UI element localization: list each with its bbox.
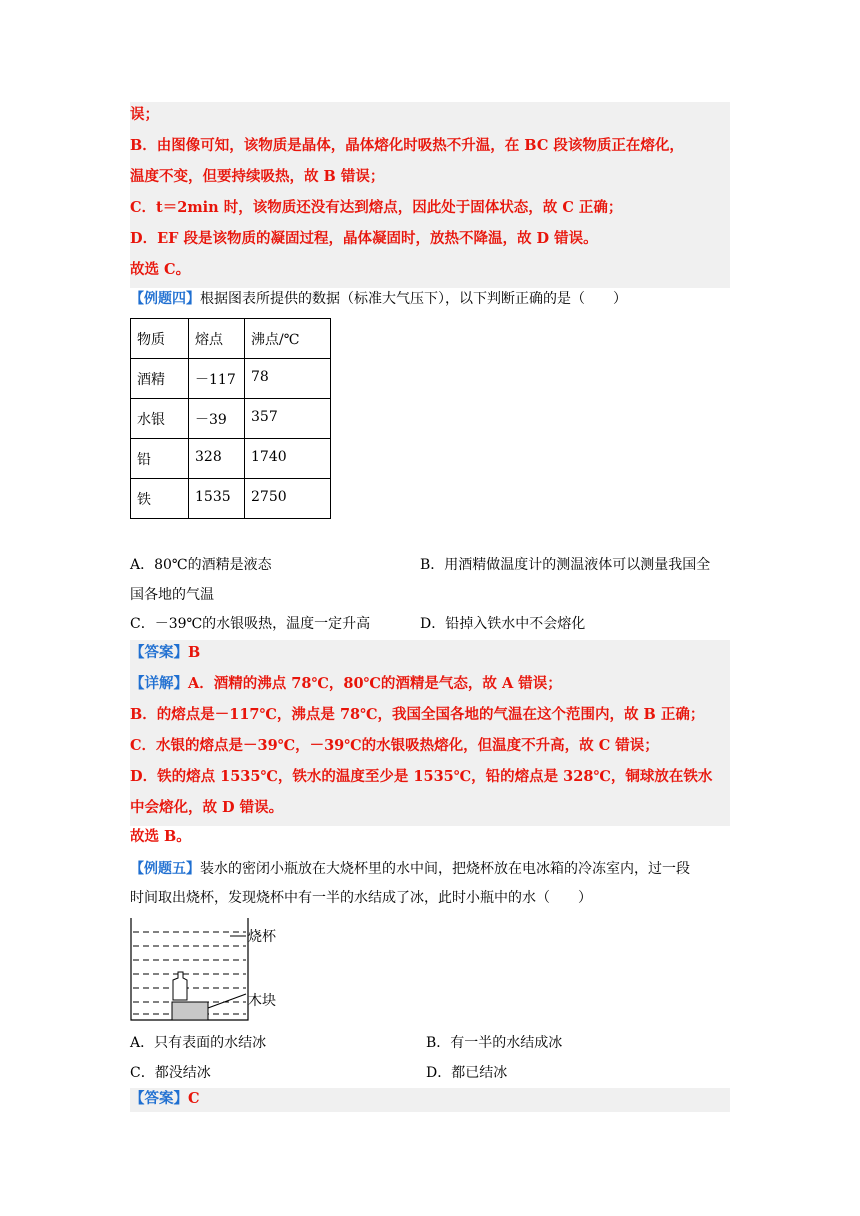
option-b-continued: 国各地的气温 [130, 587, 214, 603]
option-d: D．铅掉入铁水中不会熔化 [420, 616, 586, 632]
option-b: B．有一半的水结成冰 [426, 1035, 563, 1051]
detail-line: B．的熔点是－117℃，沸点是 78℃，我国全国各地的气温在这个范围内，故 B 正确； [130, 706, 705, 723]
detail-text: A．酒精的沸点 78℃，80℃的酒精是气态，故 A 错误； [188, 675, 562, 692]
example-4-question-text: 根据图表所提供的数据（标准大气压下），以下判断正确的是（ ） [200, 291, 627, 307]
detail-line: D．铁的熔点 1535℃，铁水的温度至少是 1535℃，铅的熔点是 328℃，铜球放在铁水 [130, 768, 713, 785]
answer-tag: 【答案】 [130, 644, 188, 661]
solution-line: D．EF 段是该物质的凝固过程，晶体凝固时，放热不降温，故 D 错误。 [130, 230, 598, 247]
table-cell: 1535 [189, 479, 245, 519]
table-cell: 铅 [131, 439, 189, 479]
table-header-cell: 熔点 [189, 319, 245, 359]
table-cell: 328 [189, 439, 245, 479]
table-row [131, 399, 331, 439]
table-row [131, 359, 331, 399]
label-beaker: 烧杯 [248, 929, 276, 945]
table-cell: 78 [245, 359, 331, 399]
label-wood-block: 木块 [248, 993, 276, 1009]
table-header-cell: 物质 [131, 319, 189, 359]
option-c: C．－39℃的水银吸热，温度一定升高 [130, 616, 371, 632]
detail-conclusion: 故选 B。 [130, 828, 191, 845]
detail-line: 中会熔化，故 D 错误。 [130, 799, 284, 816]
table-cell: －117 [189, 359, 245, 399]
example-5-question-text: 装水的密闭小瓶放在大烧杯里的水中间，把烧杯放在电冰箱的冷冻室内，过一段 [200, 861, 690, 877]
option-a: A．80℃的酒精是液态 [130, 557, 272, 573]
table-row [131, 439, 331, 479]
example-4-tag: 【例题四】 [130, 291, 200, 307]
table-cell: 1740 [245, 439, 331, 479]
table-cell: 357 [245, 399, 331, 439]
table-header-row [131, 319, 331, 359]
detail-line [130, 669, 730, 699]
answer-line [130, 638, 730, 668]
example-5-tag: 【例题五】 [130, 861, 200, 877]
example-5-question-cont: 时间取出烧杯，发现烧杯中有一半的水结成了冰，此时小瓶中的水（ ） [130, 890, 592, 906]
solution-line: 温度不变，但要持续吸热，故 B 错误； [130, 168, 385, 185]
table-cell: 水银 [131, 399, 189, 439]
solution-conclusion: 故选 C。 [130, 261, 191, 278]
option-a: A．只有表面的水结冰 [130, 1035, 267, 1051]
table-header-cell: 沸点/℃ [245, 319, 331, 359]
answer-value: C [188, 1090, 200, 1107]
solution-line: 误； [130, 106, 159, 123]
table-cell: 2750 [245, 479, 331, 519]
option-b: B．用酒精做温度计的测温液体可以测量我国全 [420, 557, 711, 573]
detail-tag: 【详解】 [130, 675, 188, 692]
melting-boiling-table [130, 318, 331, 519]
table-cell: －39 [189, 399, 245, 439]
option-c: C．都没结冰 [130, 1065, 211, 1081]
table-row [131, 479, 331, 519]
detail-line: C．水银的熔点是－39℃，－39℃的水银吸热熔化，但温度不升高，故 C 错误； [130, 737, 659, 754]
table-cell: 酒精 [131, 359, 189, 399]
example-5-question [130, 854, 730, 884]
answer-value: B [188, 644, 201, 661]
example-4-question [130, 284, 730, 314]
solution-line: C．t＝2min 时，该物质还没有达到熔点，因此处于固体状态，故 C 正确； [130, 199, 623, 216]
solution-line: B．由图像可知，该物质是晶体，晶体熔化时吸热不升温，在 BC 段该物质正在熔化， [130, 137, 684, 154]
option-d: D．都已结冰 [426, 1065, 508, 1081]
table-cell: 铁 [131, 479, 189, 519]
answer-line [130, 1084, 730, 1114]
answer-tag: 【答案】 [130, 1090, 188, 1107]
